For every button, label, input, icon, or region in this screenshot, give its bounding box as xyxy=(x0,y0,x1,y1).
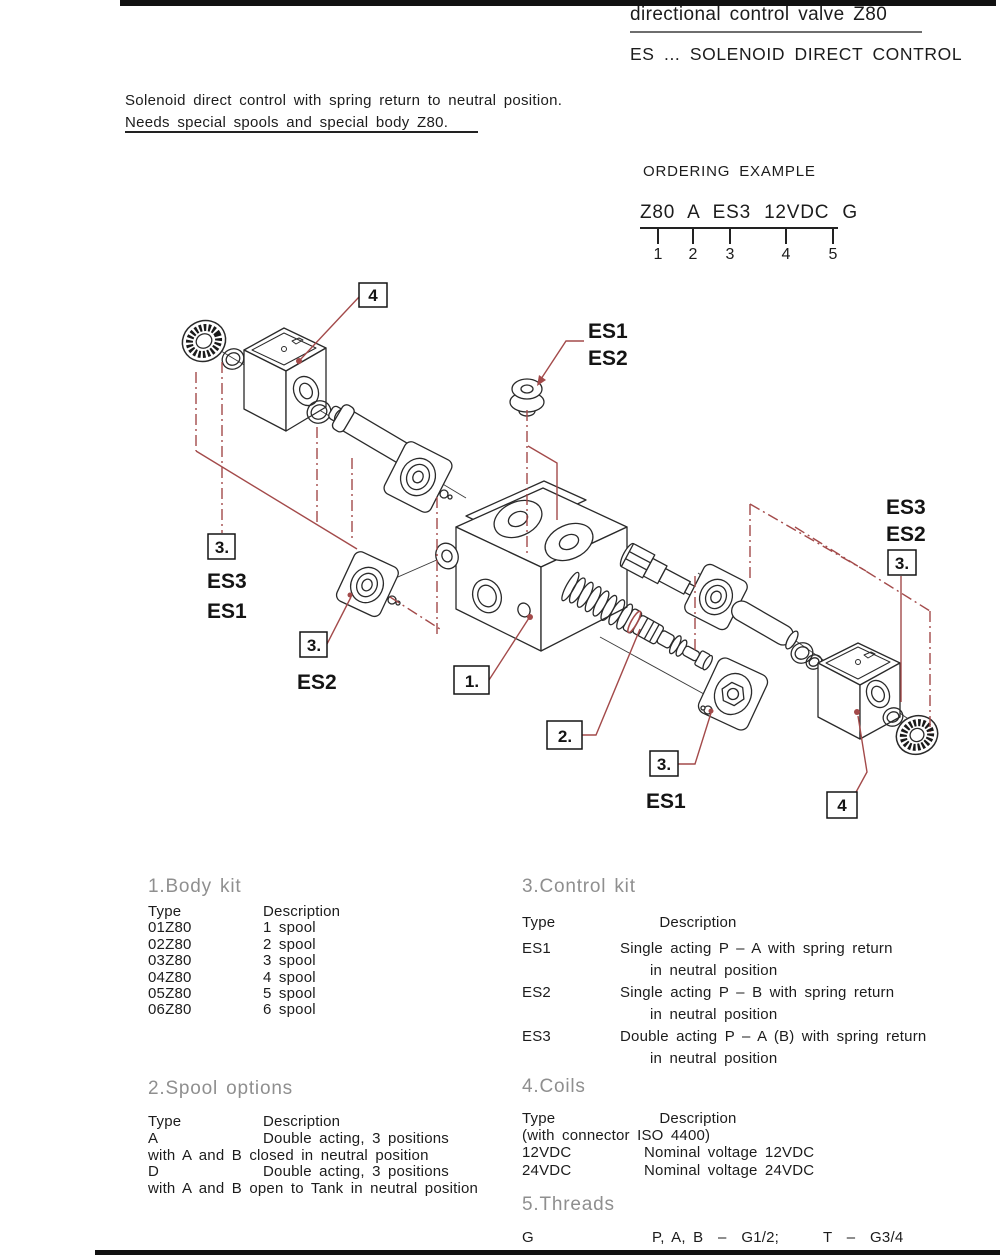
table-row xyxy=(522,1228,982,1248)
intro-text xyxy=(125,90,562,134)
coils-header xyxy=(522,1110,962,1127)
section-body-kit xyxy=(148,876,508,1019)
body-kit-header xyxy=(148,904,508,920)
table-row xyxy=(148,953,508,969)
ordering-tick-1 xyxy=(657,228,659,244)
callout-body: 1. xyxy=(464,672,480,691)
row-type: 05Z80 xyxy=(148,985,192,1003)
section-threads xyxy=(522,1194,982,1248)
callout-control-left: 3. xyxy=(214,538,230,557)
row-desc: Double acting, 3 positions xyxy=(263,1129,449,1147)
ordering-code: Z80 A ES3 12VDC G xyxy=(640,202,858,223)
page-title: directional control valve Z80 xyxy=(630,4,888,25)
section-control-kit xyxy=(522,876,982,1070)
row-desc: 3 spool xyxy=(263,952,316,970)
flange-es2 xyxy=(334,549,400,618)
knurled-nut-left xyxy=(175,313,233,369)
intro-line1: Solenoid direct control with spring return to neutral position. xyxy=(125,92,563,109)
label-es1-right: ES1 xyxy=(646,790,686,813)
relief-valve xyxy=(618,542,703,603)
ordering-tick-2 xyxy=(692,228,694,244)
row-type: 12VDC xyxy=(522,1144,572,1162)
row-desc: P, A, B – G1/2; T – G3/4 xyxy=(652,1229,904,1246)
label-es2-left: ES2 xyxy=(297,671,337,694)
footer-rule xyxy=(95,1250,1000,1255)
arrowhead xyxy=(537,375,546,386)
label-es2-plug: ES2 xyxy=(588,347,628,370)
row-desc: 1 spool xyxy=(263,919,316,937)
page-subtitle: ES ... SOLENOID DIRECT CONTROL xyxy=(630,44,963,64)
row-type: 04Z80 xyxy=(148,968,192,986)
table-row-cont: with A and B closed in neutral position xyxy=(148,1146,429,1164)
exploded-diagram xyxy=(130,272,970,832)
callout-control-es2: 3. xyxy=(306,636,322,655)
column-type: Type xyxy=(522,1110,556,1127)
body-kit-title: 1.Body kit xyxy=(148,876,242,897)
intro-underline xyxy=(125,131,478,133)
row-desc: 6 spool xyxy=(263,1001,316,1019)
row-desc: Single acting P – B with spring return in neutral position xyxy=(620,984,895,1023)
column-type: Type xyxy=(522,914,556,931)
ordering-tick-4 xyxy=(785,228,787,244)
row-desc: Double acting P – A (B) with spring return in neutral position xyxy=(620,1028,927,1067)
column-description: Description xyxy=(659,914,737,931)
callout-coil-left: 4 xyxy=(368,286,378,305)
ordering-index-2: 2 xyxy=(688,246,698,263)
label-es3-left: ES3 xyxy=(207,570,247,593)
row-desc: 5 spool xyxy=(263,985,316,1003)
ordering-example-title: ORDERING EXAMPLE xyxy=(643,163,816,180)
ordering-index-3: 3 xyxy=(725,246,735,263)
table-row xyxy=(148,937,508,953)
row-desc: 2 spool xyxy=(263,935,316,953)
table-row xyxy=(522,938,982,982)
table-row xyxy=(148,920,508,936)
row-type: ES1 xyxy=(522,940,551,957)
control-kit-title: 3.Control kit xyxy=(522,876,636,897)
table-row xyxy=(148,986,508,1002)
row-type: 24VDC xyxy=(522,1161,572,1179)
section-spool-options xyxy=(148,1078,528,1198)
label-es1-plug: ES1 xyxy=(588,320,628,343)
column-type: Type xyxy=(148,903,182,920)
row-desc: Nominal voltage 24VDC xyxy=(644,1161,815,1179)
row-desc: 4 spool xyxy=(263,968,316,986)
row-type: 03Z80 xyxy=(148,952,192,970)
table-row xyxy=(522,1162,962,1179)
spool-options-title: 2.Spool options xyxy=(148,1078,293,1099)
label-es3-right: ES3 xyxy=(886,496,926,519)
ordering-index-1: 1 xyxy=(653,246,663,263)
row-type: A xyxy=(148,1129,159,1147)
row-type: 06Z80 xyxy=(148,1001,192,1019)
section-coils xyxy=(522,1076,962,1179)
column-description: Description xyxy=(659,1110,737,1127)
spool-options-header xyxy=(148,1114,528,1131)
ordering-tick-3 xyxy=(729,228,731,244)
table-row xyxy=(522,1026,982,1070)
table-row-cont: with A and B open to Tank in neutral position xyxy=(148,1180,479,1198)
threads-title: 5.Threads xyxy=(522,1194,615,1215)
column-description: Description xyxy=(263,1113,341,1130)
callout-control-right: 3. xyxy=(894,554,910,573)
row-type: ES3 xyxy=(522,1028,551,1045)
table-row xyxy=(148,970,508,986)
ordering-index-5: 5 xyxy=(828,246,838,263)
callout-coil-right: 4 xyxy=(837,796,847,815)
row-type: 02Z80 xyxy=(148,935,192,953)
table-row xyxy=(148,1164,528,1181)
row-type: D xyxy=(148,1163,160,1181)
ordering-rule xyxy=(640,227,838,229)
table-row xyxy=(148,1131,528,1148)
column-type: Type xyxy=(148,1113,182,1130)
table-row xyxy=(148,1002,508,1018)
label-es2-right: ES2 xyxy=(886,523,926,546)
callout-spool: 2. xyxy=(557,727,573,746)
column-description: Description xyxy=(263,903,341,920)
table-row xyxy=(522,1144,962,1161)
control-kit-header xyxy=(522,912,982,934)
solenoid-tube-right xyxy=(728,597,800,650)
title-underline xyxy=(630,31,922,33)
coil-block-left xyxy=(244,328,326,431)
table-row xyxy=(522,982,982,1026)
row-desc: Double acting, 3 positions xyxy=(263,1163,449,1181)
row-type: ES2 xyxy=(522,984,551,1001)
callout-control-es1: 3. xyxy=(656,755,672,774)
row-type: 01Z80 xyxy=(148,919,192,937)
coils-title: 4.Coils xyxy=(522,1076,586,1097)
ordering-index-4: 4 xyxy=(781,246,791,263)
intro-line2: Needs special spools and special body Z80. xyxy=(125,114,449,131)
ordering-tick-5 xyxy=(832,228,834,244)
row-type: G xyxy=(522,1229,534,1246)
label-es1-left: ES1 xyxy=(207,600,247,623)
coils-note: (with connector ISO 4400) xyxy=(522,1127,711,1145)
row-desc: Nominal voltage 12VDC xyxy=(644,1144,815,1162)
row-desc: Single acting P – A with spring return in neutral position xyxy=(620,940,893,979)
